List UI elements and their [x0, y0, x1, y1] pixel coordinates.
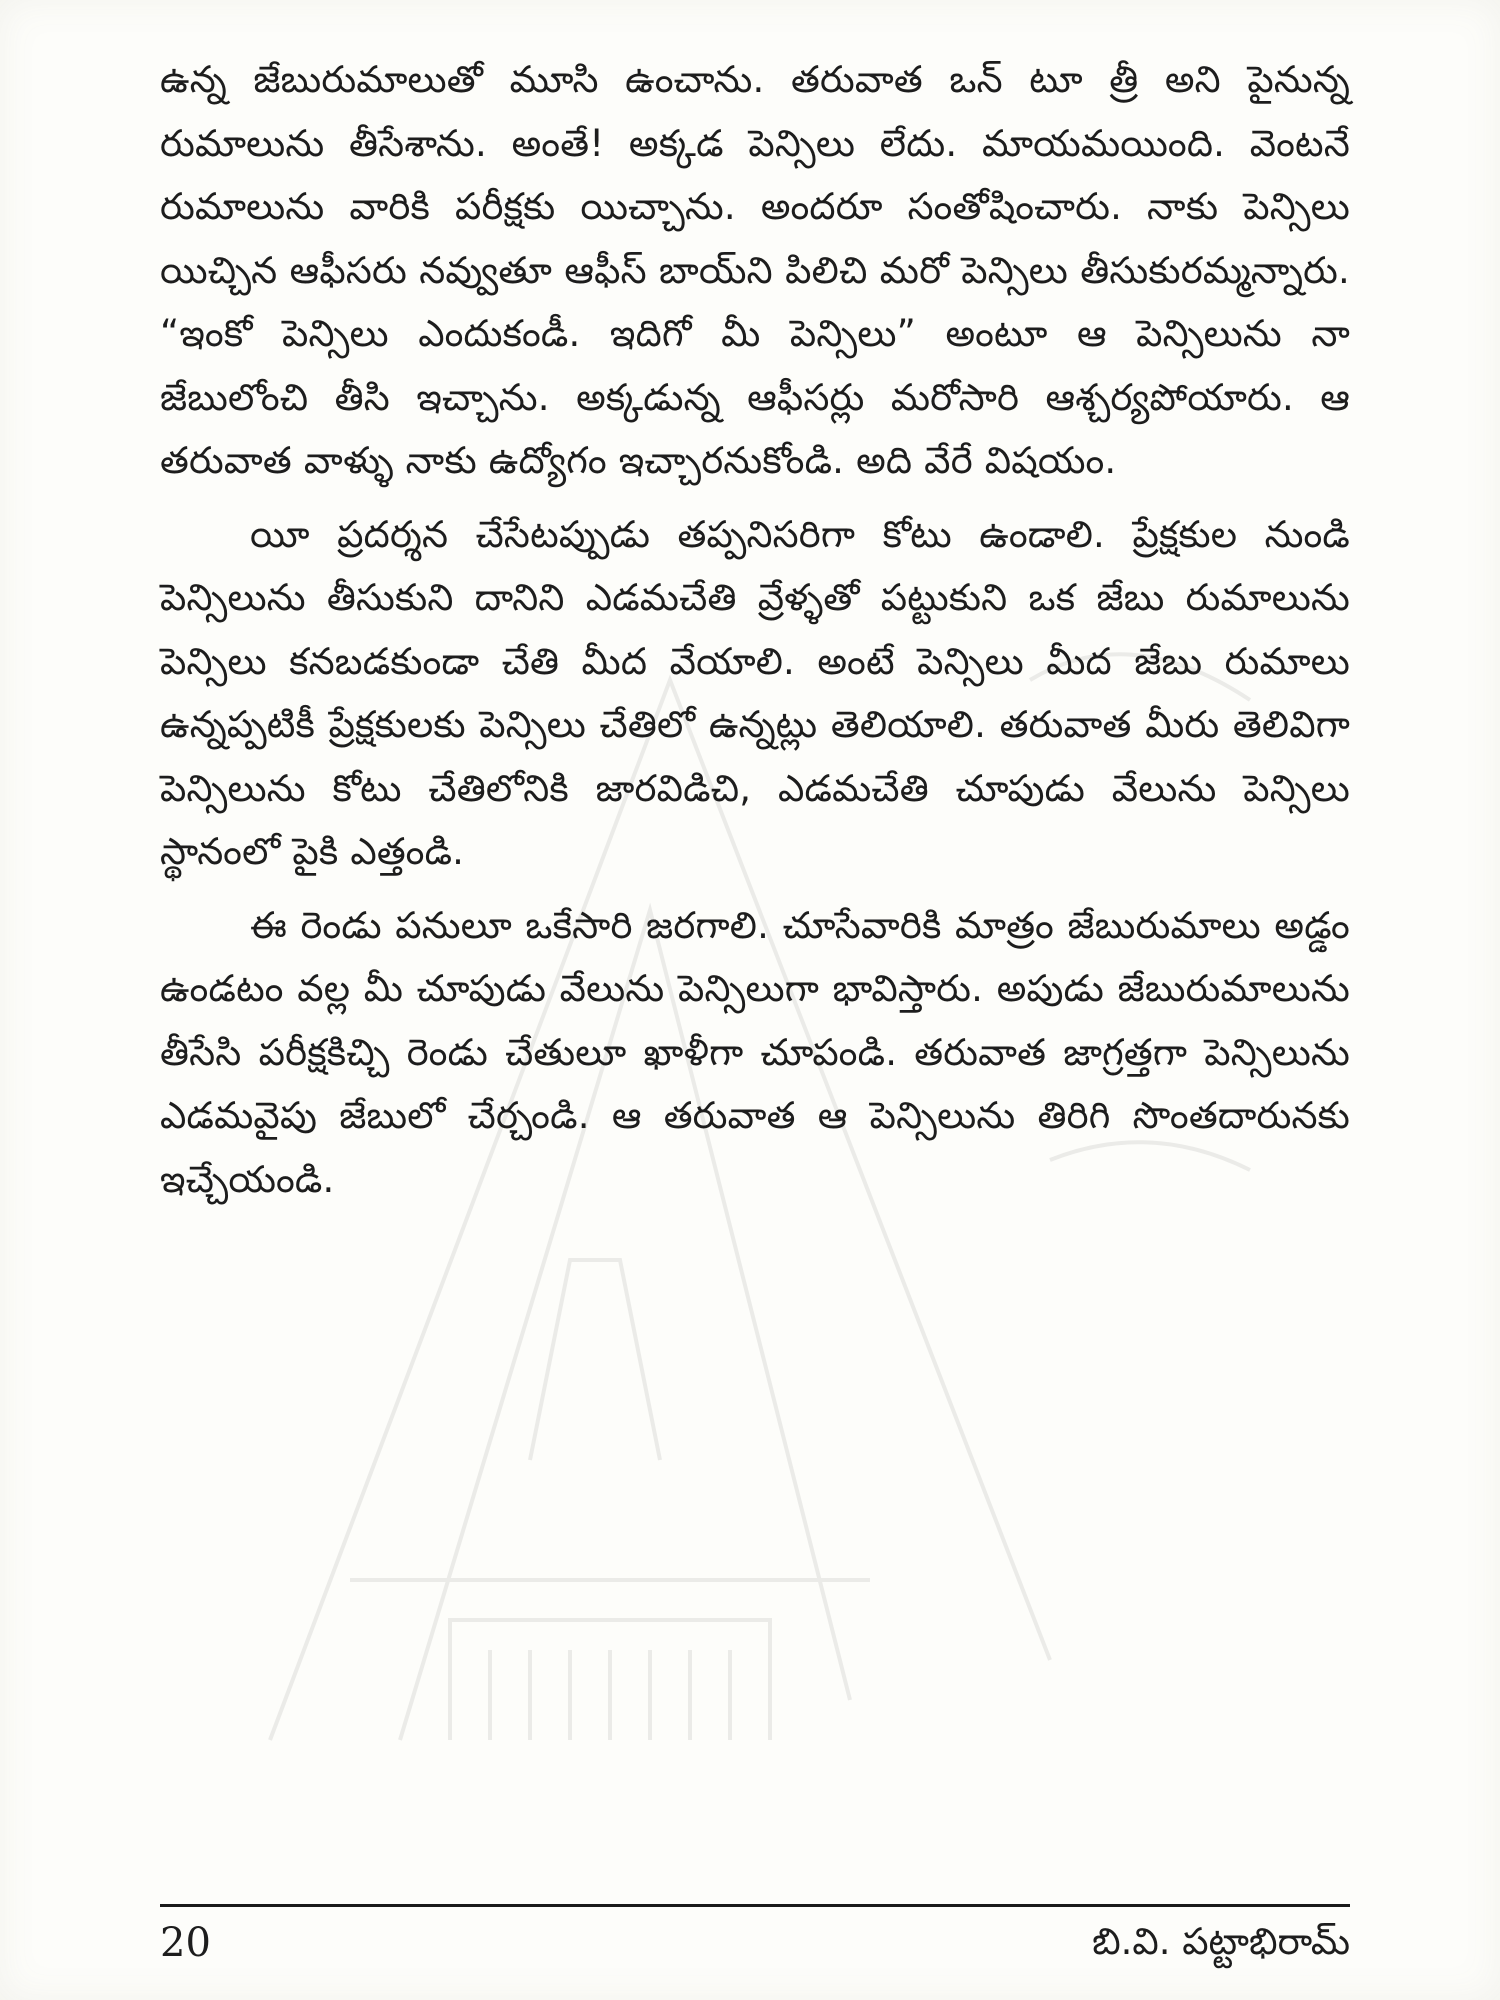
author-name: బి.వి. పట్టాభిరామ్ [1092, 1920, 1350, 1963]
paragraph-2: యీ ప్రదర్శన చేసేటప్పుడు తప్పనిసరిగా కోటు ఉండాలి. ప్రేక్షకుల నుండి పెన్సిలును తీసుకుని దానిని ఎడమచేతి వ్రేళ్ళతో పట్టుకుని ఒక జేబు రుమాలును పెన్సిలు కనబడకుండా చేతి మీద వేయాలి. అంటే పెన్సిలు మీద జేబు రుమాలు ఉన్నప్పటికీ ప్రేక్షకులకు పెన్సిలు చేతిలో ఉన్నట్లు తెలియాలి. తరువాత మీరు తెలివిగా పెన్సిలును కోటు చేతిలోనికి జారవిడిచి, ఎడమచేతి చూపుడు వేలును పెన్సిలు స్థానంలో పైకి ఎత్తండి. [160, 512, 1350, 873]
paragraph-1: ఉన్న జేబురుమాలుతో మూసి ఉంచాను. తరువాత ఒన్ టూ త్రీ అని పైనున్న రుమాలును తీసేశాను. అంతే! అక్కడ పెన్సిలు లేదు. మాయమయింది. వెంటనే రుమాలును వారికి పరీక్షకు యిచ్చాను. అందరూ సంతోషించారు. నాకు పెన్సిలు యిచ్చిన ఆఫీసరు నవ్వుతూ ఆఫీస్ బాయ్‌ని పిలిచి మరో పెన్సిలు తీసుకురమ్మన్నారు. “ఇంకో పెన్సిలు ఎందుకండీ. ఇదిగో మీ పెన్సిలు” అంటూ ఆ పెన్సిలును నా జేబులోంచి తీసి ఇచ్చాను. అక్కడున్న ఆఫీసర్లు మరోసారి ఆశ్చర్యపోయారు. ఆ తరువాత వాళ్ళు నాకు ఉద్యోగం ఇచ్చారనుకోండి. అది వేరే విషయం. [160, 58, 1350, 482]
footer-divider [160, 1904, 1350, 1907]
paragraph-3: ఈ రెండు పనులూ ఒకేసారి జరగాలి. చూసేవారికి మాత్రం జేబురుమాలు అడ్డం ఉండటం వల్ల మీ చూపుడు వేలును పెన్సిలుగా భావిస్తారు. అపుడు జేబురుమాలును తీసేసి పరీక్షకిచ్చి రెండు చేతులూ ఖాళీగా చూపండి. తరువాత జాగ్రత్తగా పెన్సిలును ఎడమవైపు జేబులో చేర్చండి. ఆ తరువాత ఆ పెన్సిలును తిరిగి సొంతదారునకు ఇచ్చేయండి. [160, 903, 1350, 1201]
body-text [160, 48, 1350, 1211]
page-number: 20 [160, 1920, 211, 1966]
